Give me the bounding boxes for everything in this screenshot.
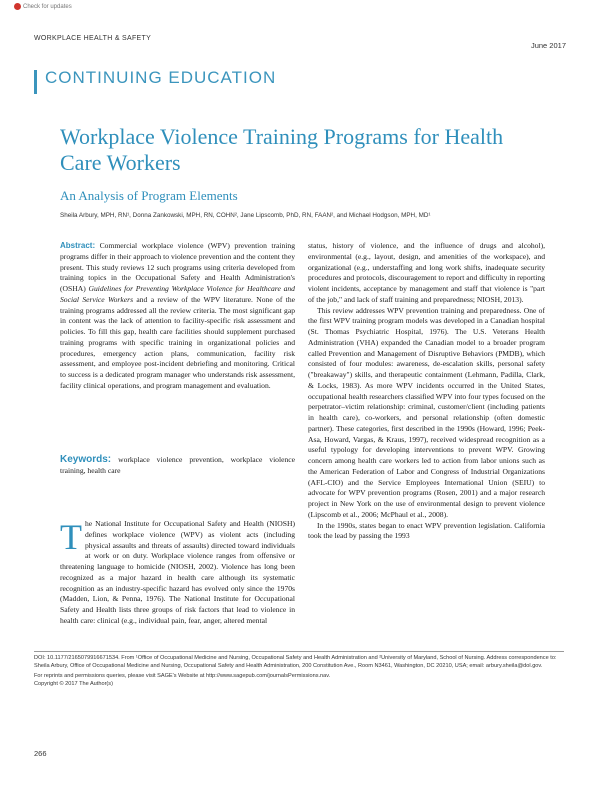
footnote-divider	[34, 651, 564, 652]
footnote-doi: DOI: 10.1177/2165079916671534. From ¹Office of Occupational Medicine and Nursing, Occupational Safety and Health Administration and ²University of Maryland, School of Nursing. Address correspondence to: Sheila Arbury, Office of Occupational Medicine and Nursing, Occupational Safety and Health Administration, 200 Constitution Ave., Room N3461, Washington, DC 20210, USA; email: arbury.sheila@dol.gov.	[34, 655, 557, 669]
footnote-copyright: Copyright © 2017 The Author(s)	[34, 680, 113, 687]
footnote-permissions: For reprints and permissions queries, please visit SAGE's Website at http://www.sagepub.com/journalsPermissions.nav.	[34, 673, 331, 679]
abstract-guidelines-title: Guidelines for Preventing Workplace Violence for Healthcare and Social Service Workers	[60, 284, 295, 304]
issue-date: June 2017	[530, 41, 566, 50]
body-right-paragraph-3: In the 1990s, states began to enact WPV prevention legislation. California took the lead by passing the 1993	[308, 520, 545, 541]
abstract-text-1: Commercial workplace violence (WPV) prevention training programs differ in their approach to violence prevention and the content they present. This study reviews 12 such programs using criteria developed from training topics in the Occupational Safety and Health Administration's (OSHA)	[60, 241, 295, 293]
keywords-text: workplace violence prevention, workplace violence training, health care	[60, 455, 295, 475]
check-updates-label: Check for updates	[23, 3, 72, 10]
author-list: Sheila Arbury, MPH, RN¹, Donna Zankowski, MPH, RN, COHN², Jane Lipscomb, PhD, RN, FAAN², and Michael Hodgson, MPH, MD¹	[60, 212, 431, 219]
keywords-block	[60, 455, 295, 477]
article-title: Workplace Violence Training Programs for Health Care Workers	[60, 124, 504, 175]
abstract-block	[60, 241, 295, 392]
body-right-paragraph-1: status, history of violence, and the influence of drugs and alcohol), environmental (e.g., layout, design, and amenities of the workspace), and organizational (e.g., understaffing and long work shifts, inadequate security procedures and protocols, discouragement to report and difficulty in reporting violent incidents, acceptance by management and staff that violence is "part of the job," and lack of staff training and preparedness; NIOSH, 2013).	[308, 241, 545, 304]
body-left-paragraph-1: he National Institute for Occupational Safety and Health (NIOSH) defines workplace violence (WPV) as violent acts (including physical assaults and threats of assaults) directed toward individuals at work or on duty. Workplace violence ranges from offensive or threatening language to homicide (NIOSH, 2002). Violence has long been recognized as a major hazard in health care although its systematic recognition as an industry-specific hazard has evolved only since the 1970s (Madden, Lion, & Penna, 1976). The National Institute for Occupational Safety and Health lists three groups of risk factors that lead to violence in health care: clinical (e.g., individual pain, fear, anger, altered mental	[60, 519, 295, 625]
section-accent-bar	[34, 70, 37, 94]
page-number: 266	[34, 749, 47, 758]
check-for-updates-badge[interactable]	[14, 3, 72, 10]
check-updates-icon	[14, 3, 21, 10]
body-column-right	[308, 241, 545, 542]
section-label: CONTINUING EDUCATION	[45, 68, 277, 87]
abstract-text-2: and a review of the WPV literature. None of the training programs addressed all the review criteria. The most significant gap in content was the lack of attention to facility-specific risk assessment and policies. To fill this gap, health care facilities should supplement purchased training programs with specific training in organizational policies and procedures, emergency action plans, communication, facility risk assessment, and employee post-incident debriefing and monitoring. Critical to success is a dedicated program manager who understands risk assessment, facility clinical operations, and program management and evaluation.	[60, 294, 295, 390]
body-column-left	[60, 519, 295, 627]
footnotes	[34, 655, 564, 688]
body-right-paragraph-2: This review addresses WPV prevention training and preparedness. One of the first WPV training program models was developed in a Canadian hospital (St. Thomas Psychiatric Hospital, 1976). The U.S. Veterans Health Administration (VHA) expanded the Canadian model to a broader program called Prevention and Management of Disruptive Behaviors (PMDB), which consisted of four modules: awareness, de-escalation skills, personal safety ("breakaway") skills, and therapeutic containment (Lehmann, Padilla, Clark, & Locks, 1983). As more WPV incidents occurred in the United States, occupational health researchers classified WPV into four types focused on the perpetrator–victim relationship: criminal, customer/client (including patients in health care), co-workers, and personal relationship (often domestic partner). These categories, first described in the 1990s (Howard, 1996; Peek-Asa, Howard, Vargas, & Kraus, 1997), received widespread recognition as a useful typology for developing interventions to prevent WPV. Growing concern among health care workers led to action from labor unions such as the American Federation of Labor and Congress of Industrial Organizations (AFL-CIO) and the Service Employees International Union (SEIU) to advocate for WPV prevention programs (Rosen, 2001) and a major research project in New York on the use of environmental design to prevent violence (Lipscomb et al., 2006; McPhaul et al., 2008).	[308, 305, 545, 519]
drop-cap: T	[60, 517, 82, 557]
running-head: WORKPLACE HEALTH & SAFETY	[34, 35, 152, 42]
article-subtitle: An Analysis of Program Elements	[60, 188, 238, 203]
keywords-label: Keywords:	[60, 454, 112, 465]
abstract-label: Abstract:	[60, 241, 96, 250]
